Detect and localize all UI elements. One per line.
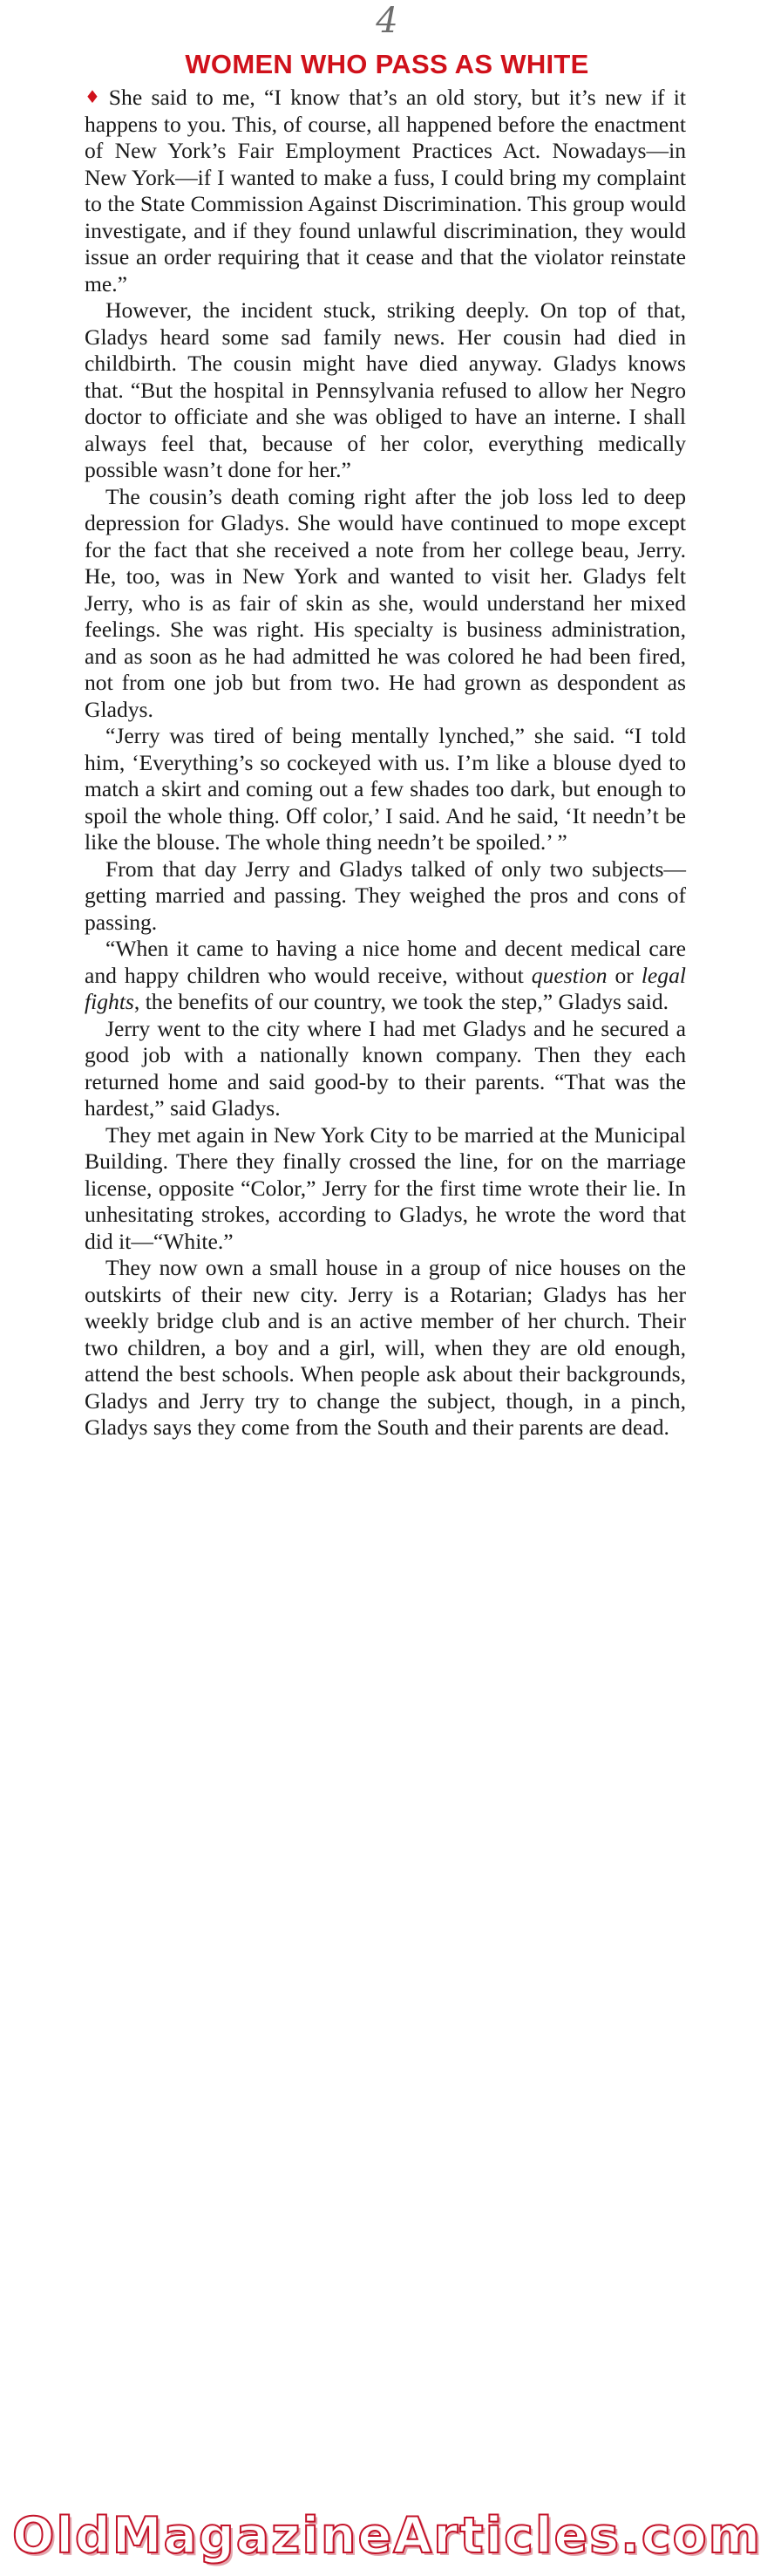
paragraph-6-text-b: or (607, 962, 642, 988)
article-body (85, 84, 686, 1441)
diamond-bullet-icon: ♦ (85, 86, 104, 107)
headline: WOMEN WHO PASS AS WHITE (185, 49, 589, 79)
emphasis-question: question (531, 962, 608, 988)
paragraph-4: “Jerry was tired of being mentally lynched,” she said. “I told him, ‘Everything’s so cockeyed with us. I’m like a blouse dyed to match a skirt and coming out a few shades too dark, but enough to spoil the whole thing. Off color,’ I said. And he said, ‘It needn’t be like the blouse. The whole thing needn’t be spoiled.’ ” (85, 723, 686, 855)
paragraph-9: They now own a small house in a group of nice houses on the outskirts of their new city. Jerry is a Rotarian; Gladys has her weekly bridge club and is an active member of her church. Their two children, a boy and a girl, will, when they are old enough, attend the best schools. When people ask about their backgrounds, Gladys and Jerry try to change the subject, though, in a pinch, Gladys says they come from the South and their parents are dead. (85, 1255, 686, 1440)
paragraph-6-text-a: “When it came to having a nice home and decent medical care and happy children who would receive, without (85, 936, 686, 988)
paragraph-2: However, the incident stuck, striking deeply. On top of that, Gladys heard some sad family news. Her cousin had died in childbirth. The cousin might have died anyway. Gladys knows that. “But the hospital in Pennsylvania refused to allow her Negro doctor to officiate and she was obliged to have an interne. I shall always feel that, because of her color, everything medically possible wasn’t done for her.” (85, 297, 686, 482)
paragraph-3: The cousin’s death coming right after the job loss led to deep depression for Gladys. She would have continued to mope except for the fact that she received a note from her college beau, Jerry. He, too, was in New York and wanted to visit her. Gladys felt Jerry, who is as fair of skin as she, would understand her mixed feelings. She was right. His specialty is business administration, and as soon as he had admitted he was colored he had been fired, not from one job but from two. He had grown as despondent as Gladys. (85, 483, 686, 722)
paragraph-8: They met again in New York City to be married at the Municipal Building. There they finally crossed the line, for on the marriage license, opposite “Color,” Jerry for the first time wrote their lie. In unhesitating strokes, according to Gladys, he wrote the word that did it—“White.” (85, 1121, 686, 1254)
paragraph-1-text: She said to me, “I know that’s an old story, but it’s new if it happens to you. This, of course, all happened before the enactment of New York’s Fair Employment Practices Act. Nowadays—in New York—if I wanted to make a fuss, I could bring my complaint to the State Commission Against Discrimination. This group would investigate, and if they found unlawful discrimination, they would issue an order requiring that it cease and that the violator reinstate me.” (85, 85, 686, 296)
watermark-footer: OldMagazineArticles.com (11, 2507, 763, 2565)
paragraph-5: From that day Jerry and Gladys talked of only two subjects—getting married and passing. They weighed the pros and cons of passing. (85, 855, 686, 935)
paragraph-6-text-c: , the benefits of our country, we took the step,” Gladys said. (133, 989, 669, 1014)
page-number: 4 (376, 1, 398, 41)
emphasis-legal-fights: legal fights (85, 962, 686, 1014)
paragraph-1 (85, 84, 686, 297)
paragraph-7: Jerry went to the city where I had met Gladys and he secured a good job with a nationally known company. Then they each returned home and said good-by to their parents. “That was the hardest,” said Gladys. (85, 1015, 686, 1121)
paragraph-6 (85, 936, 686, 1016)
